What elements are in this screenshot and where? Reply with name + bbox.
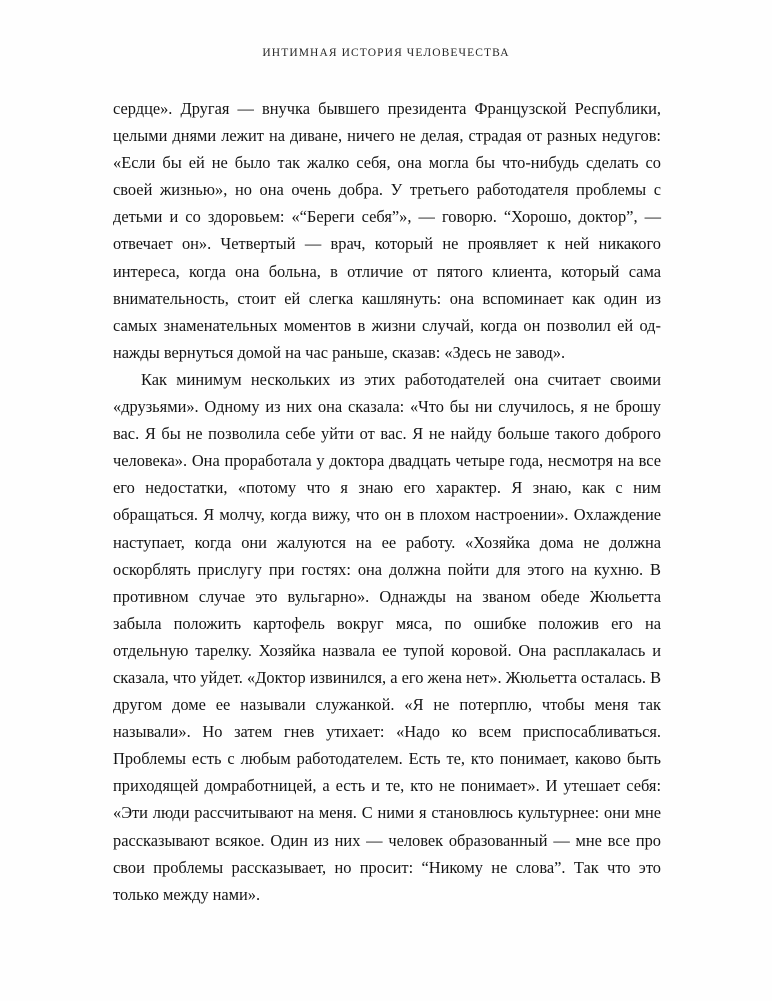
body-text (113, 95, 661, 908)
paragraph: Как минимум нескольких из этих работодателей она считает своими «друзьями». Одному из них она сказала: «Что бы ни случилось, я не брошу вас. Я бы не позволила себе уйти от вас. Я не найду больше такого доброго человека». Она проработала у доктора двадцать четыре года, несмотря на все его недостатки, «потому что я знаю его характер. Я знаю, как с ним обращаться. Я молчу, когда вижу, что он в плохом настроении». Охлаждение наступает, когда они жалуются на ее работу. «Хозяйка дома не должна оскорблять прислугу при гостях: она должна пойти для этого на кухню. В противном случае это вульгарно». Однажды на званом обеде Жюльетта забыла положить картофель вокруг мяса, по ошибке положив его на отдельную тарелку. Хозяйка назвала ее тупой коровой. Она расплакалась и сказала, что уйдет. «Доктор извинился, а его жена нет». Жюльетта осталась. В другом доме ее называли служанкой. «Я не потерплю, чтобы меня так называли». Но затем гнев утихает: «Надо ко всем приспосабливаться. Проблемы есть с любым работодателем. Есть те, кто понимает, каково быть приходящей домработницей, а есть и те, кто не понимает». И утешает себя: «Эти люди рассчитывают на меня. С ними я становлюсь культурнее: они мне рассказывают всякое. Один из них — человек образованный — мне все про свои проблемы рассказывает, но просит: “Никому не слова”. Так что это только между нами». (113, 369, 661, 904)
paragraph: сердце». Другая — внучка бывшего президента Французской Республики, целыми днями лежит на диване, ничего не делая, страдая от разных недугов: «Если бы ей не было так жалко себя, она могла бы что-нибудь сделать со своей жизнью», но она очень добра. У третьего работодателя проблемы с детьми и со здоровьем: «“Береги себя”», — говорю. “Хорошо, доктор”, — отвечает он». Четвертый — врач, который не проявляет к ней никакого интереса, когда она больна, в отличие от пятого клиента, который сама внимательность, стоит ей слегка кашлянуть: она вспоминает как один из самых знаменательных моментов в жизни случай, когда он позволил ей однажды вернуться домой на час раньше, сказав: «Здесь не завод». (113, 99, 661, 362)
running-head: ИНТИМНАЯ ИСТОРИЯ ЧЕЛОВЕЧЕСТВА (262, 47, 510, 59)
